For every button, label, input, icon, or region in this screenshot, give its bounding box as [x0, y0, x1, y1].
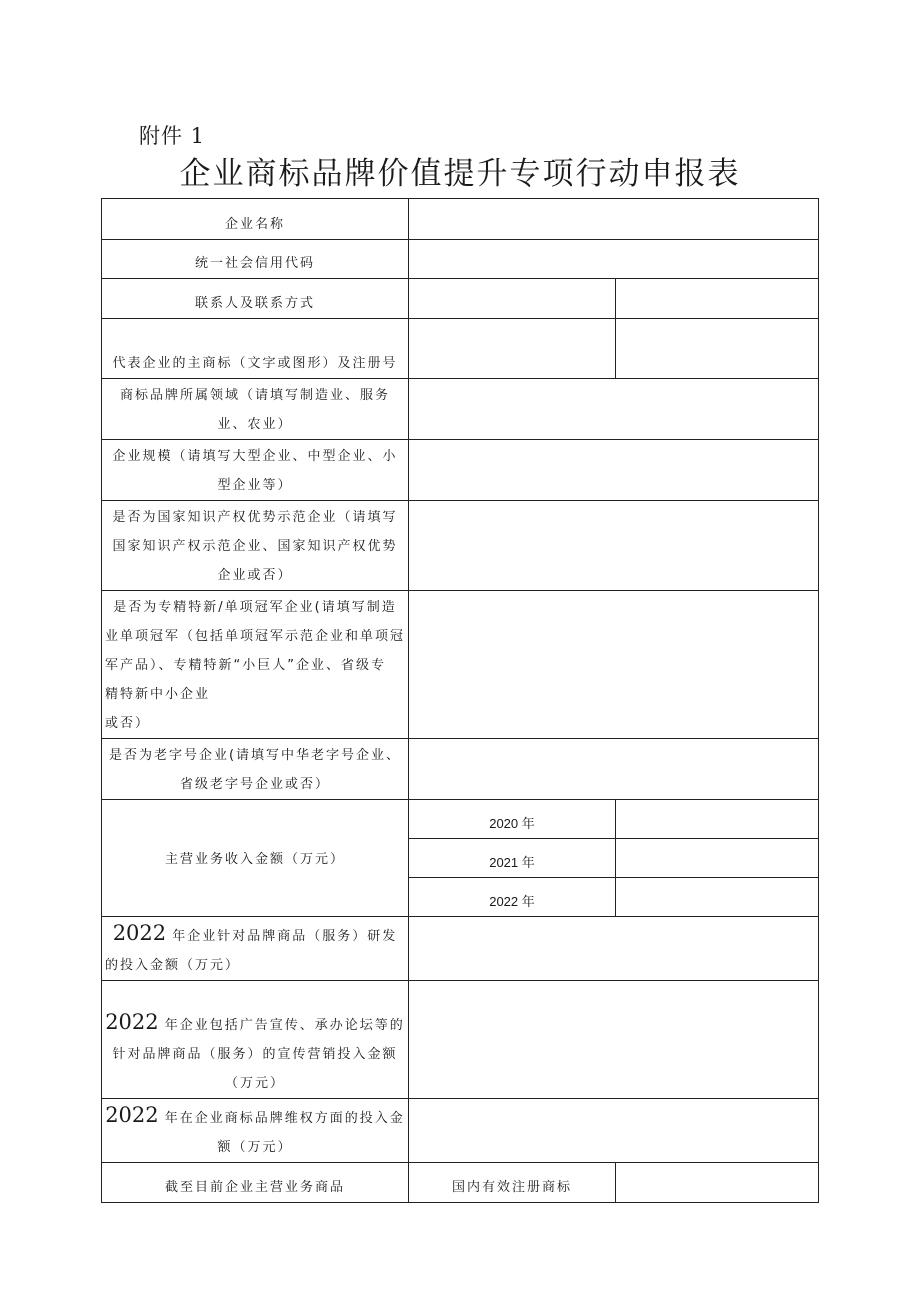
label-protect-line2: 额（万元） [217, 1140, 293, 1155]
row-trademark [102, 319, 819, 379]
row-contact [102, 279, 819, 319]
label-domain [102, 379, 409, 440]
field-credit-code[interactable] [409, 240, 819, 279]
label-ip-line3: 企业或否） [217, 568, 293, 583]
label-specialized [102, 591, 409, 739]
label-ad-year: 2022 [105, 1010, 159, 1034]
field-revenue-2021[interactable] [616, 839, 819, 878]
label-protect-year: 2022 [105, 1103, 159, 1127]
field-marketing-investment[interactable] [409, 981, 819, 1099]
field-heritage[interactable] [409, 739, 819, 800]
row-marketing-investment [102, 981, 819, 1099]
label-special-line2: 业单项冠军（包括单项冠军示范企业和单项冠 [105, 629, 406, 644]
label-domain-line1: 商标品牌所属领域（请填写制造业、服务 [119, 388, 390, 403]
row-specialized [102, 591, 819, 739]
label-rd-investment [102, 917, 409, 981]
row-rd-investment [102, 917, 819, 981]
row-company-name [102, 199, 819, 240]
label-ad-line1: 年企业包括广告宣传、承办论坛等的 [164, 1018, 405, 1033]
label-rd-year: 2022 [112, 921, 167, 945]
application-form-table [101, 198, 819, 1203]
attachment-label: 附件 1 [139, 124, 206, 148]
label-special-line1: 是否为专精特新/单项冠军企业(请填写制造 [113, 600, 397, 615]
field-trademark-reg-no[interactable] [616, 319, 819, 379]
label-scale-line1: 企业规模（请填写大型企业、中型企业、小 [112, 449, 398, 464]
label-heritage [102, 739, 409, 800]
row-domain [102, 379, 819, 440]
field-company-name[interactable] [409, 199, 819, 240]
row-scale [102, 440, 819, 501]
field-ip-demo[interactable] [409, 501, 819, 591]
label-scale [102, 440, 409, 501]
label-company-name: 企业名称 [102, 199, 409, 240]
field-revenue-2022[interactable] [616, 878, 819, 917]
row-credit-code [102, 240, 819, 279]
field-domain[interactable] [409, 379, 819, 440]
label-protection-investment [102, 1099, 409, 1163]
label-domain-line2: 业、农业） [217, 417, 293, 432]
field-trademark[interactable] [409, 319, 616, 379]
label-credit-code: 统一社会信用代码 [102, 240, 409, 279]
row-revenue-2020 [102, 800, 819, 839]
label-year-2021: 2021 年 [409, 839, 616, 878]
label-scale-line2: 型企业等） [217, 478, 293, 493]
form-title: 企业商标品牌价值提升专项行动申报表 [179, 156, 741, 192]
label-revenue: 主营业务收入金额（万元） [102, 800, 409, 917]
label-trademark: 代表企业的主商标（文字或图形）及注册号 [102, 319, 409, 379]
row-protection-investment [102, 1099, 819, 1163]
label-ad-line2: 针对品牌商品（服务）的宣传营销投入金额 [112, 1047, 398, 1062]
label-ip-demo [102, 501, 409, 591]
label-special-line3: 军产品）、专精特新“小巨人”企业、省级专 [105, 658, 386, 673]
label-year-2022: 2022 年 [409, 878, 616, 917]
field-rd-investment[interactable] [409, 917, 819, 981]
label-registered-trademark: 国内有效注册商标 [409, 1163, 616, 1203]
label-contact: 联系人及联系方式 [102, 279, 409, 319]
label-marketing-investment [102, 981, 409, 1099]
row-main-goods [102, 1163, 819, 1203]
label-special-line4: 精特新中小企业 [105, 687, 211, 702]
label-ip-line2: 国家知识产权示范企业、国家知识产权优势 [112, 539, 398, 554]
label-rd-line1: 年企业针对品牌商品（服务）研发 [172, 929, 398, 944]
row-ip-demo [102, 501, 819, 591]
field-protection-investment[interactable] [409, 1099, 819, 1163]
label-rd-line2: 的投入金额（万元） [105, 958, 241, 973]
field-revenue-2020[interactable] [616, 800, 819, 839]
label-heritage-line1: 是否为老字号企业(请填写中华老字号企业、 [108, 748, 402, 763]
label-special-line5: 或否） [105, 716, 151, 731]
field-scale[interactable] [409, 440, 819, 501]
field-contact-name[interactable] [409, 279, 616, 319]
label-ad-line3: （万元） [224, 1076, 285, 1091]
field-contact-info[interactable] [616, 279, 819, 319]
field-specialized[interactable] [409, 591, 819, 739]
label-year-2020: 2020 年 [409, 800, 616, 839]
field-registered-trademark[interactable] [616, 1163, 819, 1203]
label-main-goods: 截至目前企业主营业务商品 [102, 1163, 409, 1203]
label-ip-line1: 是否为国家知识产权优势示范企业（请填写 [112, 510, 398, 525]
label-protect-line1: 年在企业商标品牌维权方面的投入金 [164, 1111, 405, 1126]
row-heritage [102, 739, 819, 800]
label-heritage-line2: 省级老字号企业或否） [179, 777, 330, 792]
